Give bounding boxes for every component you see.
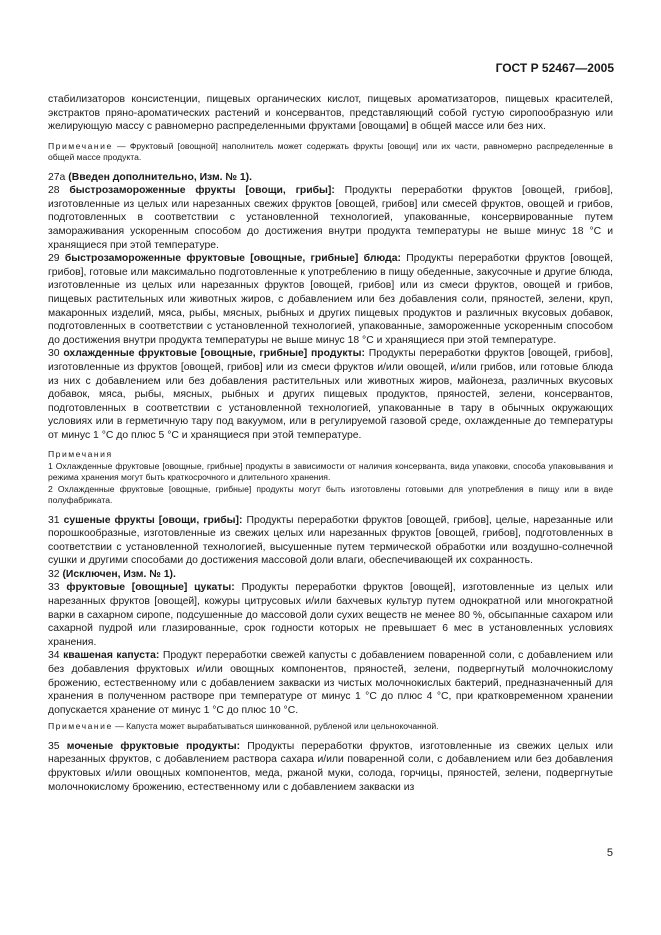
entry-number: 34 [48,650,60,662]
entry-35 [48,740,613,794]
note-3 [48,721,613,732]
entry-term: охлажденные фруктовые [овощные, грибные] продукты: [63,348,365,360]
note-text: — Капуста может вырабатываться шинкованной, рубленой или цельнокочанной. [112,721,439,732]
entry-34 [48,649,613,717]
entry-27a [48,171,613,185]
entry-amendment: (Введен дополнительно, Изм. № 1). [68,171,253,183]
entry-number: 35 [48,740,60,752]
entry-number: 27а [48,171,66,183]
entry-number: 30 [48,348,60,360]
entry-definition: Продукты переработки фруктов [овощей], изготовленные из целых или нарезанных фруктов [овощей], кожуры цитрусовых и/или бахчевых культур путем однократной или многократной варки в сахарном сиропе, подсушенные до массовой доли сухих веществ не менее 80 %, обсыпанные сахаром или сахарной пудрой или глазированные, срок годности которых не превышает 6 мес в установленных условиях хранения. [48,582,614,648]
page-number: 5 [606,847,613,859]
document-header: ГОСТ Р 52467—2005 [495,61,614,75]
note-1 [48,141,613,164]
notes-2-item-1: 1 Охлажденные фруктовые [овощные, грибные] продукты в зависимости от наличия консерванта, вида упаковки, способа упаковывания и режима хранения могут быть краткосрочного и длительного хранения. [48,460,613,483]
entry-number: 28 [48,185,60,197]
entry-number: 32 [48,568,60,580]
entry-definition: Продукты переработки фруктов, изготовленные из свежих целых или нарезанных фруктов, с добавлением раствора сахара и/или поваренной соли, с добавлением или без добавления фруктовых и/или овощных компонентов, меда, ржаной муки, солода, горчицы, пряностей, зелени, подвергнутые молочнокислому брожению, естественному или с добавлением закваски из [48,740,614,793]
entry-33 [48,581,613,649]
note-label: Примечание [48,140,113,151]
entry-term: быстрозамороженные фруктовые [овощные, грибные] блюда: [64,253,402,265]
intro-paragraph: стабилизаторов консистенции, пищевых органических кислот, пищевых ароматизаторов, пищевых красителей, экстрактов пряно-ароматических растений и консервантов, представляющий собой густую сиропообразную или желирующую массу с равномерно распределенными фруктами [овощами] в общей массе или без них. [48,94,613,133]
entry-32 [48,568,613,582]
entry-term: моченые фруктовые продукты: [66,740,241,752]
notes-2-label [48,449,613,460]
page-body [48,93,613,794]
note-label: Примечание [48,721,113,732]
entry-definition: Продукты переработки фруктов [овощей, грибов], целые, нарезанные или порошкообразные, изготовленные из свежих целых или нарезанных фруктов [овощей, грибов], подготовленных в соответствии с установленной технологией, высушенные путем термической обработки или воздушно-солнечной сушки и другими способами до достижения массовой доли влаги, обеспечивающей их сохранность. [48,514,613,567]
entry-definition: Продукты переработки фруктов [овощей, грибов], изготовленные из целых или нарезанных свежих фруктов [овощей, грибов] или смесей фруктов, овощей и грибов, подготовленных в соответствии с установленной технологией, упакованные, консервированные путем замораживания ускоренным способом до достижения внутри продукта температуры не выше минус 18 °С и хранящиеся при этой температуре. [48,185,613,251]
note-label: Примечания [48,449,113,460]
entry-number: 29 [48,253,60,265]
entry-number: 31 [48,514,60,526]
note-text: — Фруктовый [овощной] наполнитель может содержать фрукты [овощи] или их части, равномерно распределенные в общей массе продукта. [48,140,613,163]
entry-31 [48,514,613,568]
entry-definition: Продукт переработки свежей капусты с добавлением поваренной соли, с добавлением или без добавления фруктовых и/или овощных компонентов, пряностей, зелени, подвергнутый молочнокислому брожению, естественному или с добавлением закваски из чистых молочнокислых бактерий, предназначенный для хранения в полученном растворе при температуре от минус 1 °С до плюс 4 °С, при кратковременном хранении допускается хранение от минус 1 °С до плюс 10 °С. [48,650,614,716]
entry-definition: Продукты переработки фруктов [овощей, грибов], готовые или максимально подготовленные к употреблению в пищу обеденные, закусочные и другие блюда, изготовленные из целых или нарезанных фруктов [овощей, грибов] или из смеси фруктов, овощей и грибов, пищевых растительных или животных жиров, с добавлением или без добавления соли, пряностей, зелени, круп, макаронных изделий, мяса, рыбы, мясных, рыбных и других пищевых продуктов и различных вкусовых добавок, подготовленных в соответствии с установленной технологией, упакованные, замороженные ускоренным способом до достижения внутри продукта температуры не выше минус 18 °С и хранящиеся при этой температуре. [48,253,614,346]
notes-2-item-2: 2 Охлажденные фруктовые [овощные, грибные] продукты могут быть изготовлены готовыми для употребления в пищу или в виде полуфабриката. [48,483,613,506]
entry-term: быстрозамороженные фрукты [овощи, грибы]: [69,185,335,197]
entry-amendment: (Исключен, Изм. № 1). [62,568,176,580]
entry-term: сушеные фрукты [овощи, грибы]: [63,514,243,526]
entry-29 [48,252,613,347]
entry-term: фруктовые [овощные] цукаты: [66,582,235,594]
entry-28 [48,184,613,252]
entry-term: квашеная капуста: [63,650,160,662]
entry-30 [48,347,613,442]
entry-number: 33 [48,582,60,594]
entry-definition: Продукты переработки фруктов [овощей, грибов], изготовленные из фруктов [овощей, грибов] или из смеси фруктов и/или овощей, и/или грибов, или готовые блюда из них с добавлением или без добавления растительных или животных жиров, майонеза, различных вкусовых добавок, мяса, рыбы, мясных, рыбных и других пищевых продуктов, пряностей, зелени, консервантов, подготовленных в соответствии с установленной технологией, упакованные в тару в обычных окружающих условиях или в герметичную тару под вакуумом, или в регулируемой газовой среде, охлажденные до температуры от минус 1 °С до плюс 5 °С и хранящиеся при этой температуре. [48,348,613,441]
